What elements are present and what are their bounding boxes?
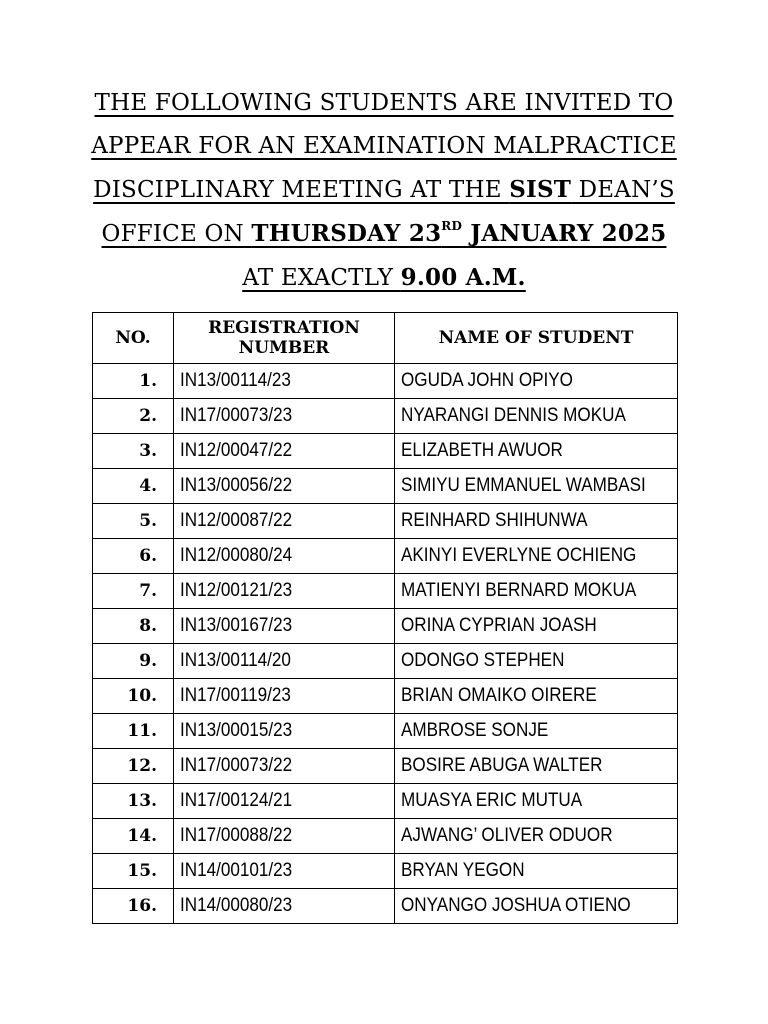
- notice-line-4-underlined: [102, 221, 667, 247]
- registration-number-cell: [174, 819, 395, 854]
- student-name-cell: [395, 609, 678, 644]
- registration-number: IN13/00114/20: [180, 650, 291, 671]
- table-header-row: [93, 313, 678, 364]
- registration-number-cell: [174, 644, 395, 679]
- row-number: 12.: [93, 749, 174, 784]
- registration-number-cell: [174, 609, 395, 644]
- student-name: AKINYI EVERLYNE OCHIENG: [401, 545, 637, 566]
- student-name-cell: [395, 574, 678, 609]
- registration-number: IN12/00047/22: [180, 440, 293, 461]
- student-name-cell: [395, 469, 678, 504]
- table-row: [93, 854, 678, 889]
- registration-number-cell: [174, 854, 395, 889]
- row-number: 13.: [93, 784, 174, 819]
- notice-line-3-post: DEAN’S: [571, 177, 675, 203]
- notice-heading: [40, 82, 728, 300]
- registration-number: IN12/00121/23: [180, 580, 293, 601]
- notice-line-5-pre: AT EXACTLY: [242, 265, 401, 291]
- student-name: SIMIYU EMMANUEL WAMBASI: [401, 475, 646, 496]
- row-number: 10.: [93, 679, 174, 714]
- row-number: 6.: [93, 539, 174, 574]
- registration-number: IN17/00124/21: [180, 790, 293, 811]
- notice-line-1-text: THE FOLLOWING STUDENTS ARE INVITED TO: [94, 90, 674, 116]
- registration-number: IN14/00080/23: [180, 895, 293, 916]
- registration-number-cell: [174, 469, 395, 504]
- student-name: MUASYA ERIC MUTUA: [401, 790, 583, 811]
- registration-number-cell: [174, 434, 395, 469]
- notice-line-3-underlined: [93, 177, 675, 203]
- registration-number: IN17/00073/23: [180, 405, 293, 426]
- registration-number: IN13/00167/23: [180, 615, 293, 636]
- row-number: 16.: [93, 889, 174, 924]
- table-row: [93, 609, 678, 644]
- table-row: [93, 679, 678, 714]
- notice-line-5: [40, 256, 728, 300]
- registration-number: IN13/00056/22: [180, 475, 293, 496]
- notice-line-5-underlined: [242, 265, 526, 291]
- row-number: 15.: [93, 854, 174, 889]
- table-row: [93, 364, 678, 399]
- registration-number-cell: [174, 504, 395, 539]
- row-number: 3.: [93, 434, 174, 469]
- student-name: NYARANGI DENNIS MOKUA: [401, 405, 626, 426]
- registration-number: IN17/00073/22: [180, 755, 293, 776]
- table-row: [93, 469, 678, 504]
- row-number: 8.: [93, 609, 174, 644]
- registration-number: IN12/00080/24: [180, 545, 293, 566]
- registration-number: IN17/00119/23: [180, 685, 291, 706]
- row-number: 2.: [93, 399, 174, 434]
- row-number: 11.: [93, 714, 174, 749]
- registration-number: IN13/00114/23: [180, 370, 291, 391]
- notice-line-4-pre: OFFICE ON: [101, 221, 252, 247]
- registration-number-cell: [174, 889, 395, 924]
- student-name-cell: [395, 714, 678, 749]
- student-name-cell: [395, 504, 678, 539]
- student-name: ONYANGO JOSHUA OTIENO: [401, 895, 631, 916]
- table-row: [93, 644, 678, 679]
- student-name: AJWANG’ OLIVER ODUOR: [401, 825, 613, 846]
- notice-line-3-pre: DISCIPLINARY MEETING AT THE: [93, 177, 510, 203]
- student-name-cell: [395, 434, 678, 469]
- header-no: NO.: [93, 313, 174, 364]
- student-name-cell: [395, 399, 678, 434]
- student-name: MATIENYI BERNARD MOKUA: [401, 580, 637, 601]
- notice-line-4: [40, 212, 728, 256]
- student-name: ODONGO STEPHEN: [401, 650, 565, 671]
- registration-number-cell: [174, 399, 395, 434]
- registration-number: IN14/00101/23: [180, 860, 293, 881]
- registration-number-cell: [174, 784, 395, 819]
- students-table: [92, 312, 678, 924]
- registration-number-cell: [174, 539, 395, 574]
- table-row: [93, 399, 678, 434]
- student-name: BOSIRE ABUGA WALTER: [401, 755, 603, 776]
- table-row: [93, 574, 678, 609]
- meeting-date-day: THURSDAY 23: [251, 220, 442, 247]
- row-number: 14.: [93, 819, 174, 854]
- student-name: ELIZABETH AWUOR: [401, 440, 563, 461]
- registration-number-cell: [174, 574, 395, 609]
- school-name: SIST: [509, 176, 572, 203]
- registration-number-cell: [174, 749, 395, 784]
- table-row: [93, 749, 678, 784]
- student-name-cell: [395, 539, 678, 574]
- table-row: [93, 504, 678, 539]
- student-name-cell: [395, 819, 678, 854]
- student-name-cell: [395, 889, 678, 924]
- notice-line-3: [40, 168, 728, 212]
- header-registration-number: REGISTRATION NUMBER: [174, 313, 395, 364]
- row-number: 4.: [93, 469, 174, 504]
- student-name: REINHARD SHIHUNWA: [401, 510, 588, 531]
- registration-number: IN12/00087/22: [180, 510, 293, 531]
- table-row: [93, 784, 678, 819]
- table-row: [93, 434, 678, 469]
- row-number: 1.: [93, 364, 174, 399]
- student-name: OGUDA JOHN OPIYO: [401, 370, 573, 391]
- table-row: [93, 714, 678, 749]
- registration-number-cell: [174, 679, 395, 714]
- notice-line-1: [40, 82, 728, 125]
- table-body: [93, 364, 678, 924]
- student-name: ORINA CYPRIAN JOASH: [401, 615, 597, 636]
- student-name-cell: [395, 854, 678, 889]
- table-row: [93, 889, 678, 924]
- notice-line-2-text: APPEAR FOR AN EXAMINATION MALPRACTICE: [91, 133, 677, 159]
- registration-number-cell: [174, 364, 395, 399]
- registration-number: IN17/00088/22: [180, 825, 293, 846]
- student-name: AMBROSE SONJE: [401, 720, 549, 741]
- meeting-date: [251, 220, 666, 247]
- table-row: [93, 539, 678, 574]
- student-name-cell: [395, 749, 678, 784]
- row-number: 5.: [93, 504, 174, 539]
- student-name-cell: [395, 644, 678, 679]
- meeting-time: 9.00 A.M.: [400, 264, 526, 291]
- student-name-cell: [395, 679, 678, 714]
- table-row: [93, 819, 678, 854]
- student-name: BRIAN OMAIKO OIRERE: [401, 685, 597, 706]
- meeting-date-month-year: JANUARY 2025: [462, 220, 667, 247]
- header-name-of-student: NAME OF STUDENT: [395, 313, 678, 364]
- student-name-cell: [395, 784, 678, 819]
- registration-number-cell: [174, 714, 395, 749]
- student-name: BRYAN YEGON: [401, 860, 525, 881]
- student-name-cell: [395, 364, 678, 399]
- ordinal-suffix: RD: [441, 219, 463, 233]
- registration-number: IN13/00015/23: [180, 720, 293, 741]
- row-number: 7.: [93, 574, 174, 609]
- notice-line-2: [40, 125, 728, 168]
- row-number: 9.: [93, 644, 174, 679]
